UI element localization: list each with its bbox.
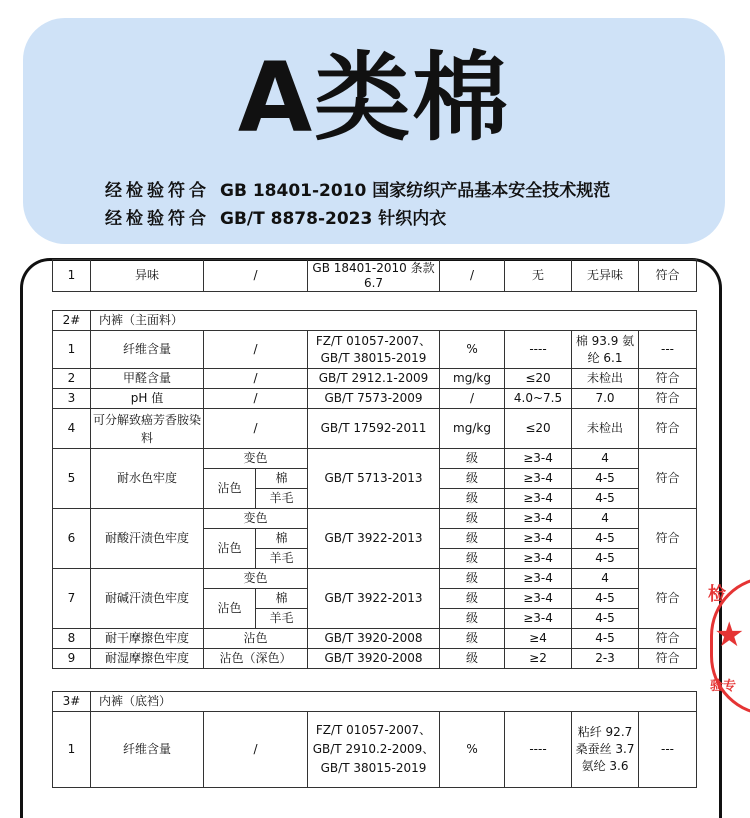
result: 2-3 [572, 649, 639, 669]
header-banner [23, 18, 725, 244]
unit: 级 [440, 549, 505, 569]
requirement: / [204, 712, 308, 788]
row-no: 3 [53, 389, 91, 409]
limit: ---- [505, 331, 572, 369]
test-item: 耐干摩擦色牢度 [91, 629, 204, 649]
test-item: 耐湿摩擦色牢度 [91, 649, 204, 669]
table-row [53, 331, 697, 369]
sub-item: 棉 [256, 469, 308, 489]
table-row [53, 629, 697, 649]
test-item: 耐酸汗渍色牢度 [91, 509, 204, 569]
limit: ---- [505, 712, 572, 788]
requirement: / [204, 409, 308, 449]
sub-item: 变色 [204, 449, 308, 469]
sub-group: 沾色 [204, 529, 256, 569]
compliance-prefix: 经检验符合 [105, 181, 210, 201]
limit: ≥3-4 [505, 589, 572, 609]
test-report-table [52, 259, 697, 788]
requirement: / [204, 331, 308, 369]
result: 棉 93.9 氨纶 6.1 [572, 331, 639, 369]
row-no: 2 [53, 369, 91, 389]
test-standard: GB/T 3920-2008 [308, 649, 440, 669]
unit: 级 [440, 649, 505, 669]
limit: ≤20 [505, 369, 572, 389]
unit: 级 [440, 609, 505, 629]
table-row [53, 649, 697, 669]
limit: ≥3-4 [505, 529, 572, 549]
sub-item: 羊毛 [256, 549, 308, 569]
test-standard: GB/T 7573-2009 [308, 389, 440, 409]
limit: ≥3-4 [505, 469, 572, 489]
section-label: 内裤（底裆） [91, 692, 697, 712]
requirement: / [204, 260, 308, 292]
sub-group: 沾色 [204, 469, 256, 509]
result: 未检出 [572, 369, 639, 389]
compliance-line-2 [105, 204, 446, 229]
compliance-standard: GB/T 8878-2023 针织内衣 [220, 209, 447, 229]
test-standard: FZ/T 01057-2007、GB/T 2910.2-2009、GB/T 38015-2019 [308, 712, 440, 788]
sub-item: 棉 [256, 589, 308, 609]
unit: / [440, 389, 505, 409]
verdict: 符合 [639, 569, 697, 629]
row-no: 1 [53, 260, 91, 292]
test-item: 甲醛含量 [91, 369, 204, 389]
test-item: 耐水色牢度 [91, 449, 204, 509]
unit: mg/kg [440, 409, 505, 449]
requirement: 沾色 [204, 629, 308, 649]
limit: 无 [505, 260, 572, 292]
page-title: A类棉 [237, 42, 511, 154]
test-item: 可分解致癌芳香胺染料 [91, 409, 204, 449]
row-no: 8 [53, 629, 91, 649]
table-row [53, 509, 697, 529]
result: 无异味 [572, 260, 639, 292]
test-standard: GB 18401-2010 条款 6.7 [308, 260, 440, 292]
compliance-line-1 [105, 176, 610, 201]
limit: ≥4 [505, 629, 572, 649]
section-header [53, 692, 697, 712]
limit: ≥3-4 [505, 609, 572, 629]
section-label: 内裤（主面料） [91, 311, 697, 331]
unit: 级 [440, 449, 505, 469]
row-no: 9 [53, 649, 91, 669]
section-no: 3# [53, 692, 91, 712]
test-item: 耐碱汗渍色牢度 [91, 569, 204, 629]
stamp-text-top: 检 [708, 584, 726, 605]
result: 未检出 [572, 409, 639, 449]
test-standard: FZ/T 01057-2007、GB/T 38015-2019 [308, 331, 440, 369]
row-no: 5 [53, 449, 91, 509]
test-item: pH 值 [91, 389, 204, 409]
spacer-row [53, 292, 697, 311]
verdict: 符合 [639, 260, 697, 292]
unit: 级 [440, 469, 505, 489]
star-icon: ★ [714, 615, 745, 655]
result: 粘纤 92.7 桑蚕丝 3.7 氨纶 3.6 [572, 712, 639, 788]
requirement: 沾色（深色） [204, 649, 308, 669]
requirement: / [204, 369, 308, 389]
table-row [53, 449, 697, 469]
test-standard: GB/T 3922-2013 [308, 509, 440, 569]
sub-item: 棉 [256, 529, 308, 549]
sub-item: 羊毛 [256, 489, 308, 509]
unit: 级 [440, 629, 505, 649]
limit: ≥3-4 [505, 489, 572, 509]
result: 4-5 [572, 549, 639, 569]
table-row [53, 260, 697, 292]
limit: 4.0~7.5 [505, 389, 572, 409]
table-row [53, 369, 697, 389]
sub-item: 羊毛 [256, 609, 308, 629]
result: 4-5 [572, 529, 639, 549]
row-no: 6 [53, 509, 91, 569]
unit: 级 [440, 529, 505, 549]
row-no: 7 [53, 569, 91, 629]
verdict: 符合 [639, 449, 697, 509]
spacer-row [53, 669, 697, 692]
unit: % [440, 331, 505, 369]
section-header [53, 311, 697, 331]
limit: ≥3-4 [505, 509, 572, 529]
result: 4 [572, 569, 639, 589]
unit: % [440, 712, 505, 788]
compliance-standard: GB 18401-2010 国家纺织产品基本安全技术规范 [220, 181, 611, 201]
unit: 级 [440, 489, 505, 509]
section-no: 2# [53, 311, 91, 331]
verdict: 符合 [639, 509, 697, 569]
test-standard: GB/T 3920-2008 [308, 629, 440, 649]
table-row [53, 569, 697, 589]
compliance-prefix: 经检验符合 [105, 209, 210, 229]
row-no: 1 [53, 331, 91, 369]
test-standard: GB/T 17592-2011 [308, 409, 440, 449]
unit: 级 [440, 569, 505, 589]
sub-item: 变色 [204, 569, 308, 589]
verdict: --- [639, 712, 697, 788]
verdict: --- [639, 331, 697, 369]
unit: 级 [440, 509, 505, 529]
verdict: 符合 [639, 629, 697, 649]
inspection-stamp [704, 572, 744, 722]
row-no: 1 [53, 712, 91, 788]
test-standard: GB/T 2912.1-2009 [308, 369, 440, 389]
limit: ≤20 [505, 409, 572, 449]
result: 4-5 [572, 589, 639, 609]
table-row [53, 389, 697, 409]
stamp-text-bottom: 验专 [710, 679, 737, 694]
verdict: 符合 [639, 649, 697, 669]
sub-group: 沾色 [204, 589, 256, 629]
test-item: 纤维含量 [91, 712, 204, 788]
test-standard: GB/T 5713-2013 [308, 449, 440, 509]
limit: ≥3-4 [505, 549, 572, 569]
verdict: 符合 [639, 369, 697, 389]
result: 4 [572, 509, 639, 529]
unit: mg/kg [440, 369, 505, 389]
row-no: 4 [53, 409, 91, 449]
limit: ≥3-4 [505, 569, 572, 589]
table-row [53, 712, 697, 788]
sub-item: 变色 [204, 509, 308, 529]
test-item: 纤维含量 [91, 331, 204, 369]
result: 7.0 [572, 389, 639, 409]
unit: / [440, 260, 505, 292]
result: 4-5 [572, 489, 639, 509]
test-item: 异味 [91, 260, 204, 292]
result: 4-5 [572, 609, 639, 629]
test-standard: GB/T 3922-2013 [308, 569, 440, 629]
requirement: / [204, 389, 308, 409]
unit: 级 [440, 589, 505, 609]
result: 4-5 [572, 629, 639, 649]
verdict: 符合 [639, 389, 697, 409]
result: 4-5 [572, 469, 639, 489]
table-row [53, 409, 697, 449]
verdict: 符合 [639, 409, 697, 449]
limit: ≥2 [505, 649, 572, 669]
result: 4 [572, 449, 639, 469]
limit: ≥3-4 [505, 449, 572, 469]
